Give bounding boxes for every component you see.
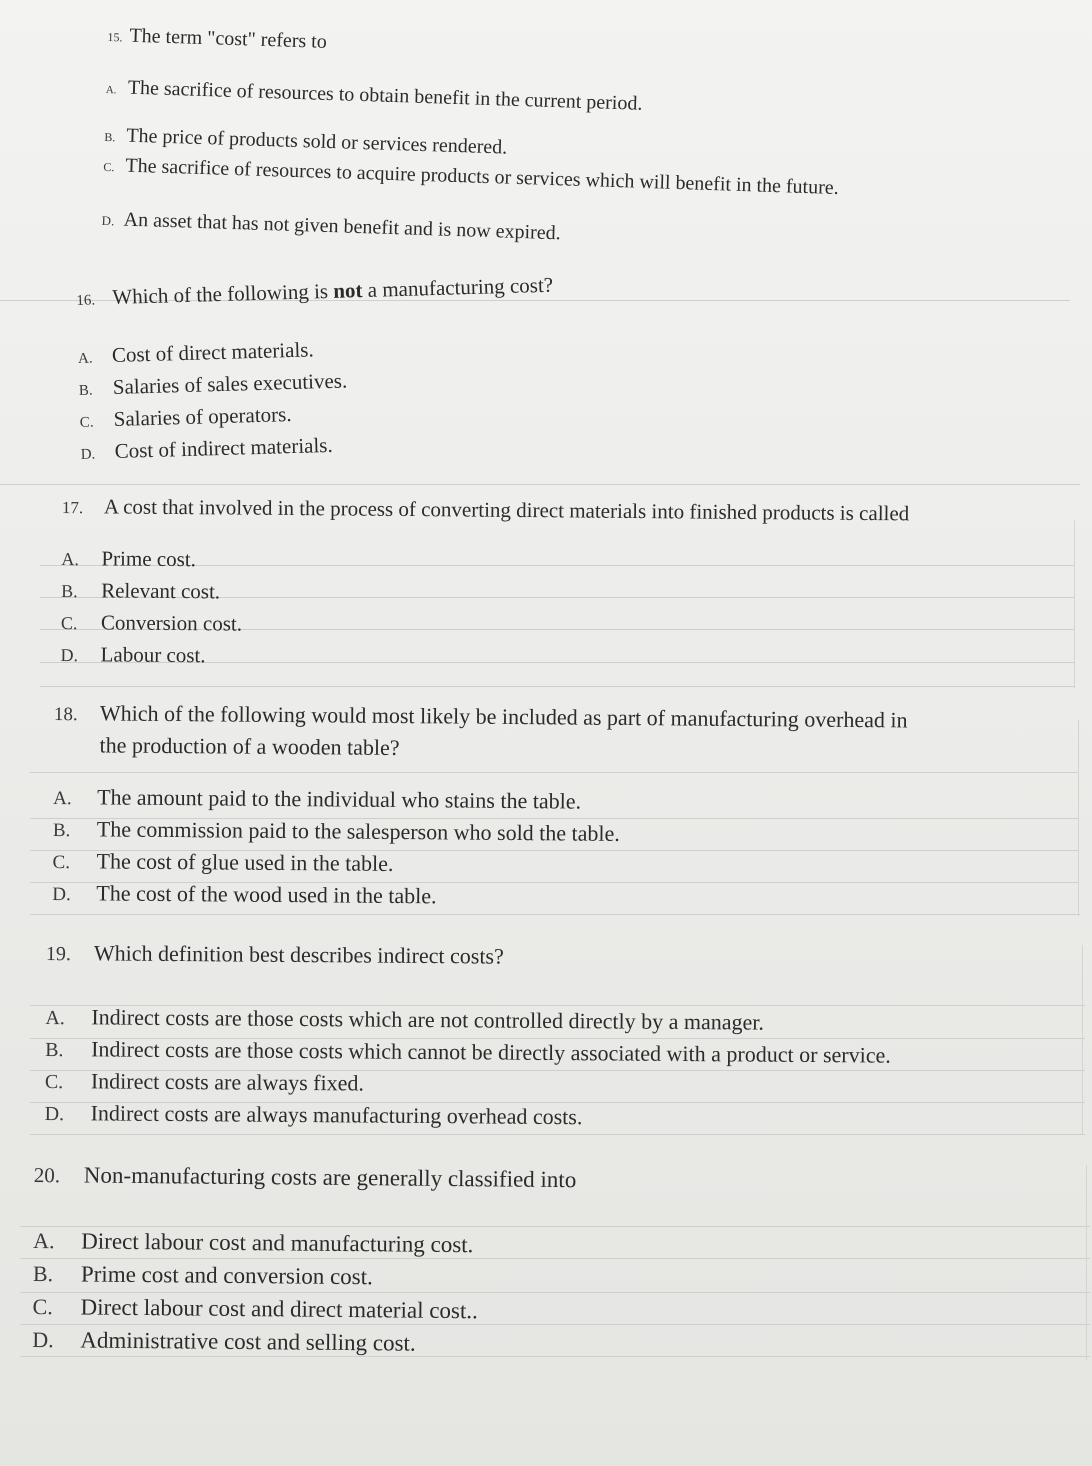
question-text: Which definition best describes indirect costs? [93, 940, 504, 969]
divider [1082, 945, 1083, 1135]
option-text: Indirect costs are those costs which cannot be directly associated with a product or service. [91, 1036, 891, 1068]
question-text: The term "cost" refers to [129, 24, 328, 53]
option-text: The cost of the wood used in the table. [96, 880, 437, 909]
option-text: The price of products sold or services rendered. [126, 124, 508, 159]
option-letter: D. [52, 883, 71, 906]
option-text: Indirect costs are always manufacturing overhead costs. [90, 1100, 583, 1130]
option-letter: D. [80, 446, 96, 463]
option-text: The cost of glue used in the table. [96, 848, 394, 876]
option-letter: C. [32, 1293, 53, 1320]
divider [0, 484, 1080, 485]
option-text: Direct labour cost and manufacturing cost. [81, 1228, 474, 1258]
question-number: 20. [33, 1163, 61, 1188]
option-text: Prime cost. [101, 546, 197, 572]
option-text: Direct labour cost and direct material cost.. [80, 1294, 478, 1324]
divider [40, 686, 1075, 687]
question-stem [107, 24, 1007, 75]
option-c[interactable] [61, 610, 1071, 644]
option-text: Prime cost and conversion cost. [80, 1261, 373, 1290]
option-a[interactable] [33, 1228, 1073, 1264]
option-a[interactable] [45, 1004, 1075, 1038]
question-19 [45, 940, 1076, 1138]
option-text: The sacrifice of resources to obtain benefit in the current period. [127, 76, 643, 115]
option-a[interactable] [61, 546, 1071, 580]
question-stem [62, 494, 1072, 528]
option-letter: D. [101, 212, 115, 229]
question-text: the production of a wooden table? [99, 732, 400, 761]
option-c[interactable] [45, 1068, 1075, 1102]
option-letter: B. [52, 819, 71, 842]
option-letter: D. [44, 1102, 65, 1126]
option-text: Cost of direct materials. [111, 337, 314, 368]
divider [1086, 1165, 1087, 1360]
option-a[interactable] [106, 76, 1006, 127]
option-d[interactable] [32, 1327, 1072, 1363]
option-letter: A. [33, 1227, 55, 1254]
option-text: Administrative cost and selling cost. [80, 1327, 416, 1356]
question-number: 18. [53, 703, 78, 726]
option-text: Labour cost. [100, 642, 206, 668]
option-text: Indirect costs are always fixed. [90, 1068, 365, 1096]
option-d[interactable] [60, 642, 1070, 676]
option-d[interactable] [101, 208, 1001, 259]
option-d[interactable] [45, 1100, 1075, 1134]
question-text: Non-manufacturing costs are generally classified into [83, 1162, 577, 1193]
option-text: An asset that has not given benefit and is now expired. [123, 208, 561, 245]
option-text: Salaries of sales executives. [112, 368, 348, 400]
option-text: The commission paid to the salesperson who sold the table. [96, 816, 620, 846]
option-a[interactable] [53, 784, 1063, 819]
option-letter: B. [61, 580, 78, 602]
option-letter: C. [103, 159, 115, 175]
question-stem [54, 700, 1064, 735]
option-text: Indirect costs are those costs which are not controlled directly by a manager. [91, 1004, 765, 1035]
option-b[interactable] [45, 1036, 1075, 1070]
option-letter: C. [44, 1070, 64, 1094]
question-stem-continued [53, 732, 1063, 767]
divider [1074, 520, 1075, 688]
option-letter: D. [32, 1326, 54, 1353]
question-number: 17. [61, 497, 84, 518]
question-15 [101, 20, 1007, 258]
option-c[interactable] [32, 1294, 1072, 1330]
question-number: 16. [76, 292, 96, 309]
option-text: The sacrifice of resources to acquire products or services which will benefit in the future. [125, 154, 840, 200]
option-c[interactable] [52, 848, 1062, 883]
question-16 [76, 266, 781, 475]
question-17 [60, 494, 1072, 683]
option-letter: A. [61, 548, 80, 570]
question-number: 19. [45, 942, 71, 966]
option-letter: A. [77, 350, 93, 367]
option-letter: A. [105, 83, 117, 97]
question-text: Which of the following would most likely be included as part of manufacturing overhead in [99, 700, 908, 733]
option-letter: C. [52, 851, 71, 874]
option-text: Salaries of operators. [113, 402, 292, 431]
option-text: Conversion cost. [100, 610, 243, 636]
option-b[interactable] [53, 816, 1063, 851]
option-text: The amount paid to the individual who stains the table. [97, 784, 582, 814]
divider [1078, 720, 1079, 916]
option-letter: B. [32, 1260, 54, 1287]
question-text: Which of the following is not a manufacturing cost? [111, 272, 554, 309]
question-stem [34, 1162, 1074, 1198]
option-letter: A. [53, 787, 72, 810]
option-text: Cost of indirect materials. [114, 432, 333, 463]
option-letter: B. [104, 129, 116, 145]
option-d[interactable] [52, 880, 1062, 915]
option-b[interactable] [33, 1261, 1073, 1297]
question-number: 15. [107, 29, 123, 45]
question-18 [52, 700, 1064, 919]
option-b[interactable] [61, 578, 1071, 612]
emphasis: not [332, 278, 363, 303]
option-letter: D. [60, 644, 79, 666]
option-letter: A. [45, 1006, 65, 1030]
option-letter: B. [78, 382, 93, 399]
option-text: Relevant cost. [101, 578, 221, 604]
question-text: A cost that involved in the process of converting direct materials into finished products is called [103, 494, 910, 526]
question-stem [76, 266, 776, 311]
option-letter: C. [60, 612, 78, 634]
option-letter: B. [45, 1038, 64, 1062]
question-20 [32, 1162, 1074, 1372]
question-stem [46, 940, 1076, 974]
option-letter: C. [79, 414, 94, 431]
